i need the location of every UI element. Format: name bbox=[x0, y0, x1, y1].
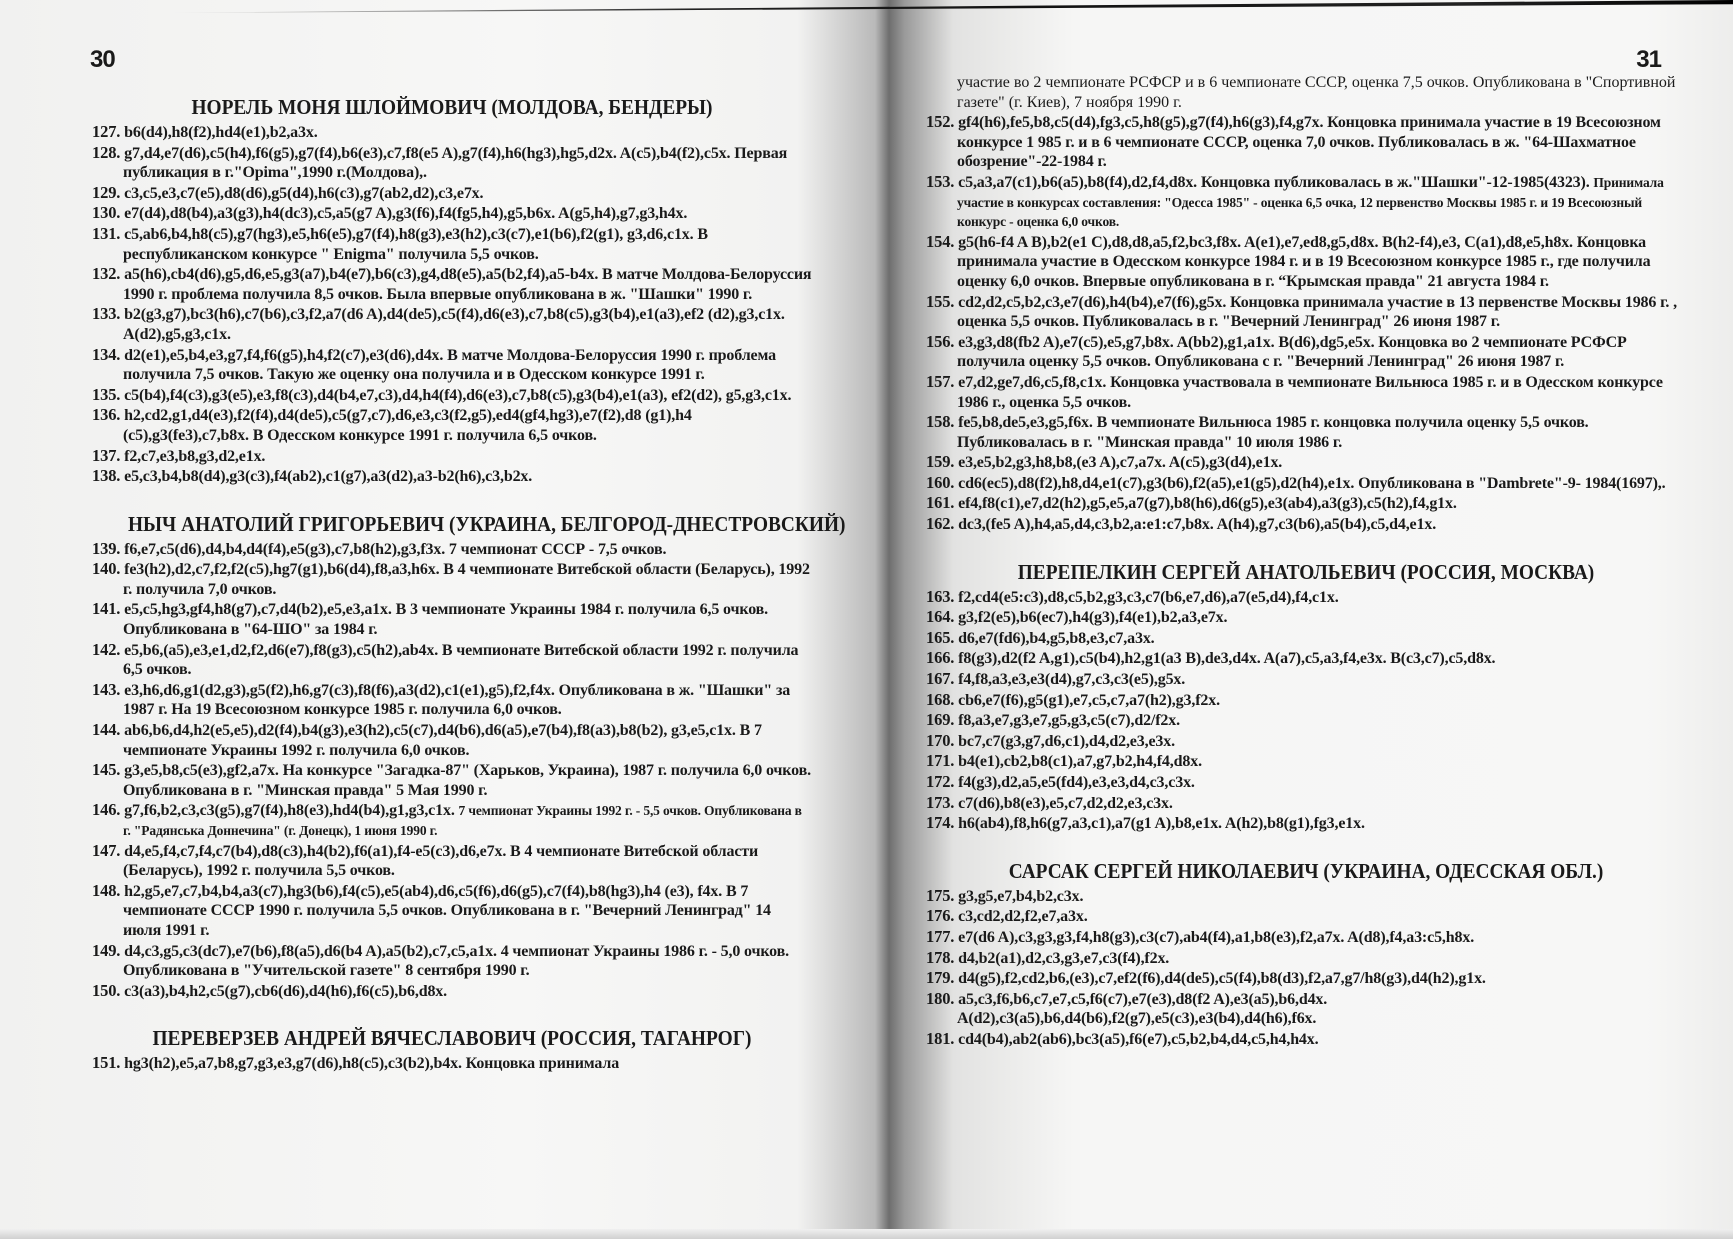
problem-entry bbox=[926, 710, 1686, 731]
problem-number: 168. bbox=[926, 689, 955, 709]
problem-entry bbox=[926, 452, 1686, 473]
problem-entry bbox=[92, 559, 812, 599]
problem-solution: c3,c5,e3,c7(e5),d8(d6),g5(d4),h6(c3),g7(ab2,d2),c3,e7x. bbox=[124, 184, 484, 202]
problem-entry bbox=[92, 800, 812, 840]
problem-entry bbox=[92, 224, 812, 264]
problem-note: 7 чемпионат Украины 1992 г. - 5,5 очков. Опубликована в г. "Радянська Доннечина" (г. Донецк), 1 июня 1990 г. bbox=[123, 803, 802, 838]
problem-number: 172. bbox=[926, 772, 955, 791]
problem-number: 166. bbox=[926, 648, 955, 668]
problem-solution: e3,h6,d6,g1(d2,g3),g5(f2),h6,g7(c3),f8(f6),a3(d2),c1(e1),g5),f2,f4x. Опубликована в ж. "Шашки" за 1987 г. На 19 Всесоюзном конкурсе 1985 г. получила 6,0 очков. bbox=[123, 681, 791, 719]
problem-solution: c5,a3,a7(c1),b6(a5),b8(f4),d2,f4,d8x. Концовка публиковалась в ж."Шашки"-12-1985(4323). bbox=[958, 173, 1590, 191]
problem-solution: e7(d6 A),c3,g3,g3,f4,h8(g3),c3(c7),ab4(f4),a1,b8(e3),f2,a7x. A(d8),f4,a3:c5,h8x. bbox=[958, 928, 1475, 946]
problem-entry bbox=[926, 587, 1686, 608]
problem-entry bbox=[926, 813, 1686, 834]
problem-entry bbox=[926, 332, 1686, 372]
problem-solution: fe5,b8,de5,e3,g5,f6x. В чемпионате Вильнюса 1985 г. концовка получила оценку 5,5 очков. Публиковалась в г. "Минская правда" 10 июля 1986 г. bbox=[957, 414, 1589, 451]
problem-entry bbox=[926, 886, 1686, 907]
problem-solution: g3,f2(e5),b6(ec7),h4(g3),f4(e1),b2,a3,e7x. bbox=[958, 609, 1228, 627]
author-section bbox=[926, 559, 1686, 834]
problem-entry bbox=[92, 385, 812, 406]
problem-number: 151. bbox=[92, 1053, 121, 1073]
problem-entry bbox=[926, 669, 1686, 690]
problem-number: 178. bbox=[926, 947, 955, 967]
problem-entry bbox=[926, 607, 1686, 628]
problem-solution: g3,e5,b8,c5(e3),gf2,a7x. На конкурсе "Загадка-87" (Харьков, Украина), 1987 г. получила 6,0 очков. Опубликована в г. "Минская правда" 5 Мая 1990 г. bbox=[123, 762, 811, 799]
problem-solution: d4,e5,f4,c7,f4,c7(b4),d8(c3),h4(b2),f6(a1),f4-e5(c3),d6,e7x. В 4 чемпионате Витебской области (Беларусь), 1992 г. получила 5,5 очков. bbox=[123, 842, 759, 880]
problem-solution: g5(h6-f4 A B),b2(e1 C),d8,d8,a5,f2,bc3,f8x. A(e1),e7,ed8,g5,d8x. B(h2-f4),e3, C(a1),d8,e5,h8x. Концовка принимала участие в Одесском конкурсе 1984 г. и в 19 Всесоюзном конкурсе 1985 г., где получила оценку 6,0 очков. Впервые опубликована в г. “Крымская правда" 21 августа 1984 г. bbox=[957, 233, 1651, 290]
problem-number: 144. bbox=[92, 720, 121, 740]
problem-entry bbox=[92, 760, 812, 800]
problem-solution: b4(e1),cb2,b8(c1),a7,g7,b2,h4,f4,d8x. bbox=[958, 753, 1202, 771]
problem-number: 170. bbox=[926, 730, 955, 750]
problem-solution: g7,f6,b2,c3,c3(g5),g7(f4),h8(e3),hd4(b4),g1,g3,c1x. bbox=[124, 802, 455, 820]
problem-number: 129. bbox=[92, 182, 121, 202]
problem-entry bbox=[92, 539, 812, 560]
author-section bbox=[926, 112, 1686, 534]
problem-solution: b2(g3,g7),bc3(h6),c7(b6),c3,f2,a7(d6 A),d4(de5),c5(f4),d6(e3),c7,b8(c5),g3(b4),e1(a3),ef2 (d2),g3,c1x. A(d2),g5,g3,c1x. bbox=[123, 306, 785, 343]
problem-solution: c3(a3),b4,h2,c5(g7),cb6(d6),d4(h6),f6(c5),b6,d8x. bbox=[124, 982, 447, 1000]
problem-entry bbox=[926, 292, 1686, 332]
problem-number: 164. bbox=[926, 607, 955, 627]
problem-number: 165. bbox=[926, 627, 955, 647]
problem-number: 143. bbox=[92, 679, 121, 699]
problem-number: 130. bbox=[92, 203, 121, 223]
author-heading: НОРЕЛЬ МОНЯ ШЛОЙМОВИЧ (МОЛДОВА, БЕНДЕРЫ) bbox=[191, 95, 713, 119]
problem-solution: e7,d2,ge7,d6,c5,f8,c1x. Концовка участвовала в чемпионате Вильнюса 1985 г. и в Одесском конкурсе 1986 г., оценка 5,5 очков. bbox=[957, 373, 1663, 411]
problem-solution: f2,c7,e3,b8,g3,d2,e1x. bbox=[124, 447, 266, 465]
problem-entry bbox=[926, 412, 1686, 452]
problem-entry bbox=[926, 1029, 1686, 1050]
problem-entry bbox=[926, 906, 1686, 927]
problem-entry bbox=[92, 203, 812, 224]
problem-number: 134. bbox=[92, 344, 121, 364]
problem-entry bbox=[92, 981, 812, 1002]
problem-entry bbox=[926, 772, 1686, 793]
problem-solution: g7,d4,e7(d6),c5(h4),f6(g5),g7(f4),b6(e3),c7,f8(e5 A),g7(f4),h6(hg3),hg5,d2x. A(c5),b4(f2),c5x. Первая публикация в г."Opima",1990 г.(Молдова),. bbox=[123, 144, 788, 182]
problem-number: 163. bbox=[926, 586, 955, 606]
problem-solution: f2,cd4(e5:c3),d8,c5,b2,g3,c3,c7(b6,e7,d6),a7(e5,d4),f4,c1x. bbox=[958, 588, 1339, 606]
problem-entry bbox=[926, 172, 1686, 232]
author-section bbox=[92, 511, 846, 1002]
problem-entry bbox=[92, 143, 812, 183]
author-section bbox=[92, 1025, 812, 1074]
problem-number: 174. bbox=[926, 813, 955, 833]
problem-solution: e5,c3,b4,b8(d4),g3(c3),f4(ab2),c1(g7),a3(d2),a3-b2(h6),c3,b2x. bbox=[124, 468, 533, 486]
problem-number: 152. bbox=[926, 112, 955, 132]
problem-solution: d4,c3,g5,c3(dc7),e7(b6),f8(a5),d6(b4 A),a5(b2),c7,c5,a1x. 4 чемпионат Украины 1986 г. - 5,0 очков. Опубликована в "Учительской газете" 8 сентября 1990 г. bbox=[123, 942, 789, 980]
problem-number: 156. bbox=[926, 331, 955, 351]
problem-number: 141. bbox=[92, 599, 121, 619]
problem-number: 147. bbox=[92, 840, 121, 860]
problem-solution: cd6(ec5),d8(f2),h8,d4,e1(c7),g3(b6),f2(a5),e1(g5),d2(h4),e1x. Опубликована в "Dambrete"-9- 1984(1697),. bbox=[958, 474, 1666, 492]
problem-solution: e7(d4),d8(b4),a3(g3),h4(dc3),c5,a5(g7 A),g3(f6),f4(fg5,h4),g5,b6x. A(g5,h4),g7,g3,h4x. bbox=[124, 205, 688, 223]
problem-entry bbox=[92, 345, 812, 385]
problem-number: 148. bbox=[92, 880, 121, 900]
problem-solution: e3,g3,d8(fb2 A),e7(c5),e5,g7,b8x. A(bb2),g1,a1x. B(d6),dg5,e5x. Концовка во 2 чемпионате РСФСР получила оценку 5,5 очков. Опубликована с г. "Вечерний Ленинград" 26 июня 1987 г. bbox=[957, 333, 1627, 371]
problem-solution: c5(b4),f4(c3),g3(e5),e3,f8(c3),d4(b4,e7,c3),d4,h4(f4),d6(e3),c7,b8(c5),g3(b4),e1(a3), ef2(d2), g5,g3,c1x. bbox=[124, 386, 792, 404]
problem-entry bbox=[926, 989, 1686, 1029]
problem-number: 162. bbox=[926, 514, 955, 534]
left-page-content bbox=[92, 94, 846, 1098]
problem-solution: b6(d4),h8(f2),hd4(e1),b2,a3x. bbox=[124, 124, 318, 141]
problem-solution: d4,b2(a1),d2,c3,g3,e7,c3(f4),f2x. bbox=[958, 949, 1170, 967]
problem-solution: c5,ab6,b4,h8(c5),g7(hg3),e5,h6(e5),g7(f4),h8(g3),e3(h2),c3(c7),e1(b6),f2(g1), g3,d6,c1x. В республиканском конкурсе " Enigma" получила 5,5 очков. bbox=[123, 225, 708, 263]
problem-entry bbox=[926, 948, 1686, 969]
problem-entry bbox=[926, 628, 1686, 649]
problem-solution: f8,a3,e7,g3,e7,g5,g3,c5(c7),d2/f2x. bbox=[958, 712, 1180, 730]
page-number-right: 31 bbox=[1636, 46, 1661, 73]
right-page-content bbox=[926, 73, 1686, 1074]
problem-number: 171. bbox=[926, 751, 955, 771]
problem-number: 128. bbox=[92, 142, 121, 162]
problem-solution: d4(g5),f2,cd2,b6,(e3),c7,ef2(f6),d4(de5),c5(f4),b8(d3),f2,a7,g7/h8(g3),d4(h2),g1x. bbox=[958, 970, 1486, 988]
problem-solution: bc7,c7(g3,g7,d6,c1),d4,d2,e3,e3x. bbox=[958, 732, 1175, 750]
problem-solution: c7(d6),b8(e3),e5,c7,d2,d2,e3,c3x. bbox=[958, 794, 1173, 812]
problem-entry bbox=[92, 881, 812, 941]
problem-solution: g3,g5,e7,b4,b2,c3x. bbox=[958, 887, 1084, 905]
problem-solution: gf4(h6),fe5,b8,c5(d4),fg3,c5,h8(g5),g7(f4),h6(g3),f4,g7x. Концовка принимала участие в 19 Всесоюзном конкурсе 1 985 г. и в 6 чемпионате СССР, оценка 7,0 очков. Публиковалась в ж. "64-Шахматное обозрение"-22-1984 г. bbox=[957, 114, 1661, 171]
problem-number: 140. bbox=[92, 559, 121, 579]
problem-solution: e5,b6,(a5),e3,e1,d2,f2,d6(e7),f8(g3),c5(h2),ab4x. В чемпионате Витебской области 1992 г. получила 6,5 очков. bbox=[123, 641, 799, 679]
author-heading: ПЕРЕПЕЛКИН СЕРГЕЙ АНАТОЛЬЕВИЧ (РОССИЯ, МОСКВА) bbox=[1017, 559, 1595, 584]
problem-number: 149. bbox=[92, 940, 121, 960]
problem-number: 179. bbox=[926, 968, 955, 988]
problem-solution: dc3,(fe5 A),h4,a5,d4,c3,b2,a:e1:c7,b8x. A(h4),g7,c3(b6),a5(b4),c5,d4,e1x. bbox=[958, 516, 1437, 534]
author-section bbox=[926, 858, 1686, 1050]
problem-number: 176. bbox=[926, 906, 955, 926]
problem-number: 159. bbox=[926, 452, 955, 472]
problem-solution: f6,e7,c5(d6),d4,b4,d4(f4),e5(g3),c7,b8(h2),g3,f3x. 7 чемпионат СССР - 7,5 очков. bbox=[124, 540, 667, 558]
problem-entry bbox=[92, 466, 812, 487]
problem-entry bbox=[926, 473, 1686, 494]
problem-solution: h2,cd2,g1,d4(e3),f2(f4),d4(de5),c5(g7,c7),d6,e3,c3(f2,g5),ed4(gf4,hg3),e7(f2),d8 (g1),h4 (c5),g3(fe3),c7,b8x. В Одесском конкурсе 1991 г. получила 6,5 очков. bbox=[123, 407, 692, 444]
problem-entry bbox=[926, 751, 1686, 772]
problem-number: 169. bbox=[926, 710, 955, 730]
problem-entry bbox=[92, 680, 812, 720]
problem-solution: d2(e1),e5,b4,e3,g7,f4,f6(g5),h4,f2(c7),e3(d6),d4x. В матче Молдова-Белоруссия 1990 г. проблема получила 7,5 очков. Такую же оценку она получила и в Одесском конкурсе 1991 г. bbox=[123, 346, 776, 384]
problem-entry bbox=[92, 264, 812, 304]
problem-entry bbox=[926, 232, 1686, 292]
problem-number: 177. bbox=[926, 926, 955, 946]
problem-number: 173. bbox=[926, 792, 955, 812]
problem-solution: d6,e7(fd6),b4,g5,b8,e3,c7,a3x. bbox=[958, 629, 1155, 647]
problem-entry bbox=[926, 968, 1686, 989]
left-page bbox=[0, 0, 866, 1239]
problem-number: 135. bbox=[92, 384, 121, 404]
problem-entry bbox=[92, 1053, 812, 1074]
problem-number: 133. bbox=[92, 304, 121, 324]
problem-number: 139. bbox=[92, 538, 121, 558]
page-number-left: 30 bbox=[90, 46, 115, 73]
problem-number: 146. bbox=[92, 800, 121, 820]
problem-number: 145. bbox=[92, 760, 121, 780]
problem-entry bbox=[926, 372, 1686, 412]
problem-entry bbox=[926, 648, 1686, 669]
problem-solution: h6(ab4),f8,h6(g7,a3,c1),a7(g1 A),b8,e1x. A(h2),b8(g1),fg3,e1x. bbox=[958, 815, 1365, 833]
problem-number: 127. bbox=[92, 122, 121, 141]
problem-solution: a5(h6),cb4(d6),g5,d6,e5,g3(a7),b4(e7),b6(c3),g4,d8(e5),a5(b2,f4),a5-b4x. В матче Молдова-Белоруссия 1990 г. проблема получила 8,5 очков. Была впервые опубликована в ж. "Шашки" 1990 г. bbox=[123, 266, 812, 303]
problem-number: 161. bbox=[926, 493, 955, 513]
problem-number: 155. bbox=[926, 291, 955, 311]
problem-entry bbox=[926, 514, 1686, 535]
problem-number: 131. bbox=[92, 223, 121, 243]
problem-number: 167. bbox=[926, 669, 955, 689]
problem-solution: h2,g5,e7,c7,b4,b4,a3(c7),hg3(b6),f4(c5),e5(ab4),d6,c5(f6),d6(g5),c7(f4),b8(hg3),h4 (e3), f4x. В 7 чемпионате СССР 1990 г. получила 5,5 очков. Опубликована в г. "Вечерний Ленинград" 14 июля 1991 г. bbox=[123, 882, 771, 939]
author-heading: ПЕРЕВЕРЗЕВ АНДРЕЙ ВЯЧЕСЛАВОВИЧ (РОССИЯ, ТАГАНРОГ) bbox=[152, 1026, 752, 1051]
problem-number: 150. bbox=[92, 980, 121, 1000]
problem-entry bbox=[926, 112, 1686, 172]
author-section bbox=[92, 94, 812, 487]
problem-entry bbox=[926, 731, 1686, 752]
problem-entry bbox=[92, 941, 812, 981]
author-heading: САРСАК СЕРГЕЙ НИКОЛАЕВИЧ (УКРАИНА, ОДЕССКАЯ ОБЛ.) bbox=[1008, 858, 1604, 883]
problem-entry bbox=[92, 720, 812, 760]
problem-solution: c3,cd2,d2,f2,e7,a3x. bbox=[958, 908, 1088, 926]
problem-entry bbox=[92, 122, 812, 143]
problem-solution: cd4(b4),ab2(ab6),bc3(a5),f6(e7),c5,b2,b4,d4,c5,h4,h4x. bbox=[958, 1030, 1319, 1048]
problem-number: 138. bbox=[92, 466, 121, 486]
problem-solution: ef4,f8(c1),e7,d2(h2),g5,e5,a7(g7),b8(h6),d6(g5),e3(ab4),a3(g3),c5(h2),f4,g1x. bbox=[958, 495, 1457, 513]
problem-entry bbox=[92, 304, 812, 344]
problem-number: 154. bbox=[926, 231, 955, 251]
problem-solution: hg3(h2),e5,a7,b8,g7,g3,e3,g7(d6),h8(c5),c3(b2),b4x. Концовка принимала bbox=[124, 1055, 620, 1073]
problem-solution: fe3(h2),d2,c7,f2,f2(c5),hg7(g1),b6(d4),f8,a3,h6x. В 4 чемпионате Витебской области (Беларусь), 1992 г. получила 7,0 очков. bbox=[123, 561, 810, 598]
problem-entry bbox=[926, 793, 1686, 814]
problem-entry bbox=[92, 841, 812, 881]
problem-entry bbox=[92, 183, 812, 204]
problem-solution: e3,e5,b2,g3,h8,b8,(e3 A),c7,a7x. A(c5),g3(d4),e1x. bbox=[958, 454, 1283, 472]
problem-solution: f4,f8,a3,e3,e3(d4),g7,c3,c3(e5),g5x. bbox=[958, 671, 1186, 689]
problem-number: 181. bbox=[926, 1028, 955, 1048]
problem-solution: cd2,d2,c5,b2,c3,e7(d6),h4(b4),e7(f6),g5x. Концовка принимала участие в 13 первенстве Москвы 1986 г. , оценка 5,5 очков. Публиковалась в г. "Вечерний Ленинград" 26 июня 1987 г. bbox=[957, 293, 1677, 331]
problem-solution: e5,c5,hg3,gf4,h8(g7),c7,d4(b2),e5,e3,a1x. В 3 чемпионате Украины 1984 г. получила 6,5 очков. Опубликована в "64-ШО" за 1984 г. bbox=[123, 601, 768, 639]
right-page bbox=[866, 0, 1733, 1239]
author-heading: НЫЧ АНАТОЛИЙ ГРИГОРЬЕВИЧ (УКРАИНА, БЕЛГОРОД-ДНЕСТРОВСКИЙ) bbox=[128, 511, 846, 536]
problem-solution: f4(g3),d2,a5,e5(fd4),e3,e3,d4,c3,c3x. bbox=[958, 774, 1195, 791]
problem-note: Принимала участие в конкурсах составления: "Одесса 1985" - оценка 6,5 очка, 12 первенство Москвы 1985 г. и 19 Всесоюзный конкурс - оценка 6,0 очков. bbox=[957, 174, 1664, 230]
problem-entry bbox=[926, 927, 1686, 948]
problem-solution: f8(g3),d2(f2 A,g1),c5(b4),h2,g1(a3 B),de3,d4x. A(a7),c5,a3,f4,e3x. B(c3,c7),c5,d8x. bbox=[958, 650, 1496, 668]
problem-number: 157. bbox=[926, 371, 955, 391]
problem-entry bbox=[92, 446, 812, 467]
problem-entry bbox=[92, 599, 812, 639]
problem-number: 158. bbox=[926, 412, 955, 432]
problem-number: 142. bbox=[92, 639, 121, 659]
problem-number: 180. bbox=[926, 988, 955, 1008]
problem-solution: a5,c3,f6,b6,c7,e7,c5,f6(c7),e7(e3),d8(f2 A),e3(a5),b6,d4x. A(d2),c3(a5),b6,d4(b6),f2(g7),e5(c3),e3(b4),d4(h6),f6x. bbox=[957, 990, 1328, 1028]
problem-number: 137. bbox=[92, 445, 121, 465]
problem-solution: ab6,b6,d4,h2(e5,e5),d2(f4),b4(g3),e3(h2),c5(c7),d4(b6),d6(a5),e7(b4),f8(a3),b8(b2), g3,e5,c1x. В 7 чемпионате Украины 1992 г. получила 6,0 очков. bbox=[123, 722, 762, 759]
problem-number: 153. bbox=[926, 171, 955, 191]
problem-entry bbox=[926, 690, 1686, 711]
problem-entry bbox=[92, 405, 812, 445]
problem-entry bbox=[926, 493, 1686, 514]
problem-solution: cb6,e7(f6),g5(g1),e7,c5,c7,a7(h2),g3,f2x. bbox=[958, 691, 1220, 709]
problem-number: 132. bbox=[92, 264, 121, 284]
continuation-text: участие во 2 чемпионате РСФСР и в 6 чемпионате СССР, оценка 7,5 очков. Опубликована в "Спортивной газете" (г. Киев), 7 ноября 1990 г. bbox=[957, 74, 1676, 111]
problem-number: 160. bbox=[926, 472, 955, 492]
problem-number: 175. bbox=[926, 885, 955, 905]
problem-number: 136. bbox=[92, 405, 121, 425]
problem-entry bbox=[92, 640, 812, 680]
